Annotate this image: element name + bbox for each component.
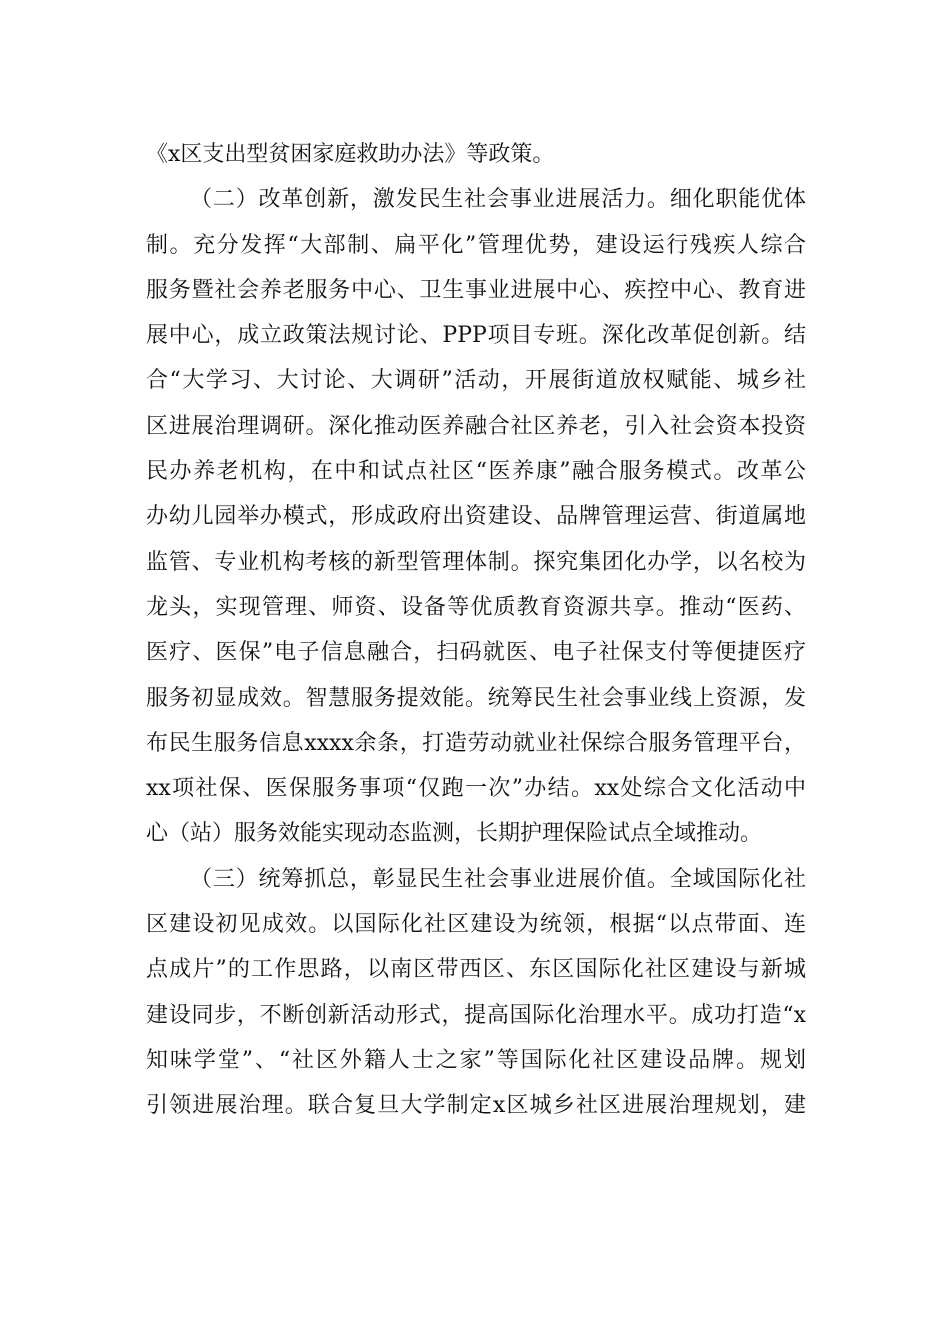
paragraph-heading-line: （三）统筹抓总，彰显民生社会事业进展价值。全域国际化社: [190, 866, 806, 892]
text-line: 服务初显成效。智慧服务提效能。统筹民生社会事业线上资源，发: [146, 685, 806, 711]
text-line: 展中心，成立政策法规讨论、PPP项目专班。深化改革促创新。结: [146, 323, 806, 349]
text-line: 服务暨社会养老服务中心、卫生事业进展中心、疾控中心、教育进: [146, 277, 806, 303]
text-line: 建设同步，不断创新活动形式，提高国际化治理水平。成功打造“x: [146, 1002, 806, 1028]
paragraph-heading-line: （二）改革创新，激发民生社会事业进展活力。细化职能优体: [190, 187, 806, 213]
text-line: 区进展治理调研。深化推动医养融合社区养老，引入社会资本投资: [146, 413, 806, 439]
text-line: 医疗、医保”电子信息融合，扫码就医、电子社保支付等便捷医疗: [146, 640, 806, 666]
text-line: 布民生服务信息xxxx余条，打造劳动就业社保综合服务管理平台，: [146, 730, 806, 756]
text-line: 心（站）服务效能实现动态监测，长期护理保险试点全域推动。: [146, 821, 763, 847]
text-line: 制。充分发挥“大部制、扁平化”管理优势，建设运行残疾人综合: [146, 232, 806, 258]
body-text: [146, 132, 806, 1129]
text-line: 监管、专业机构考核的新型管理体制。探究集团化办学，以名校为: [146, 549, 806, 575]
text-line: 民办养老机构，在中和试点社区“医养康”融合服务模式。改革公: [146, 459, 806, 485]
text-line: 龙头，实现管理、师资、设备等优质教育资源共享。推动“医药、: [146, 594, 806, 620]
text-line: xx项社保、医保服务事项“仅跑一次”办结。xx处综合文化活动中: [146, 776, 806, 802]
text-line: 引领进展治理。联合复旦大学制定x区城乡社区进展治理规划，建: [146, 1093, 806, 1119]
text-line: 点成片”的工作思路，以南区带西区、东区国际化社区建设与新城: [146, 957, 806, 983]
text-line: 知味学堂”、“社区外籍人士之家”等国际化社区建设品牌。规划: [146, 1047, 806, 1073]
text-line: 《x区支出型贫困家庭救助办法》等政策。: [146, 142, 555, 167]
text-line: 合“大学习、大讨论、大调研”活动，开展街道放权赋能、城乡社: [146, 368, 806, 394]
text-line: 区建设初见成效。以国际化社区建设为统领，根据“以点带面、连: [146, 912, 806, 938]
text-line: 办幼儿园举办模式，形成政府出资建设、品牌管理运营、街道属地: [146, 504, 806, 530]
